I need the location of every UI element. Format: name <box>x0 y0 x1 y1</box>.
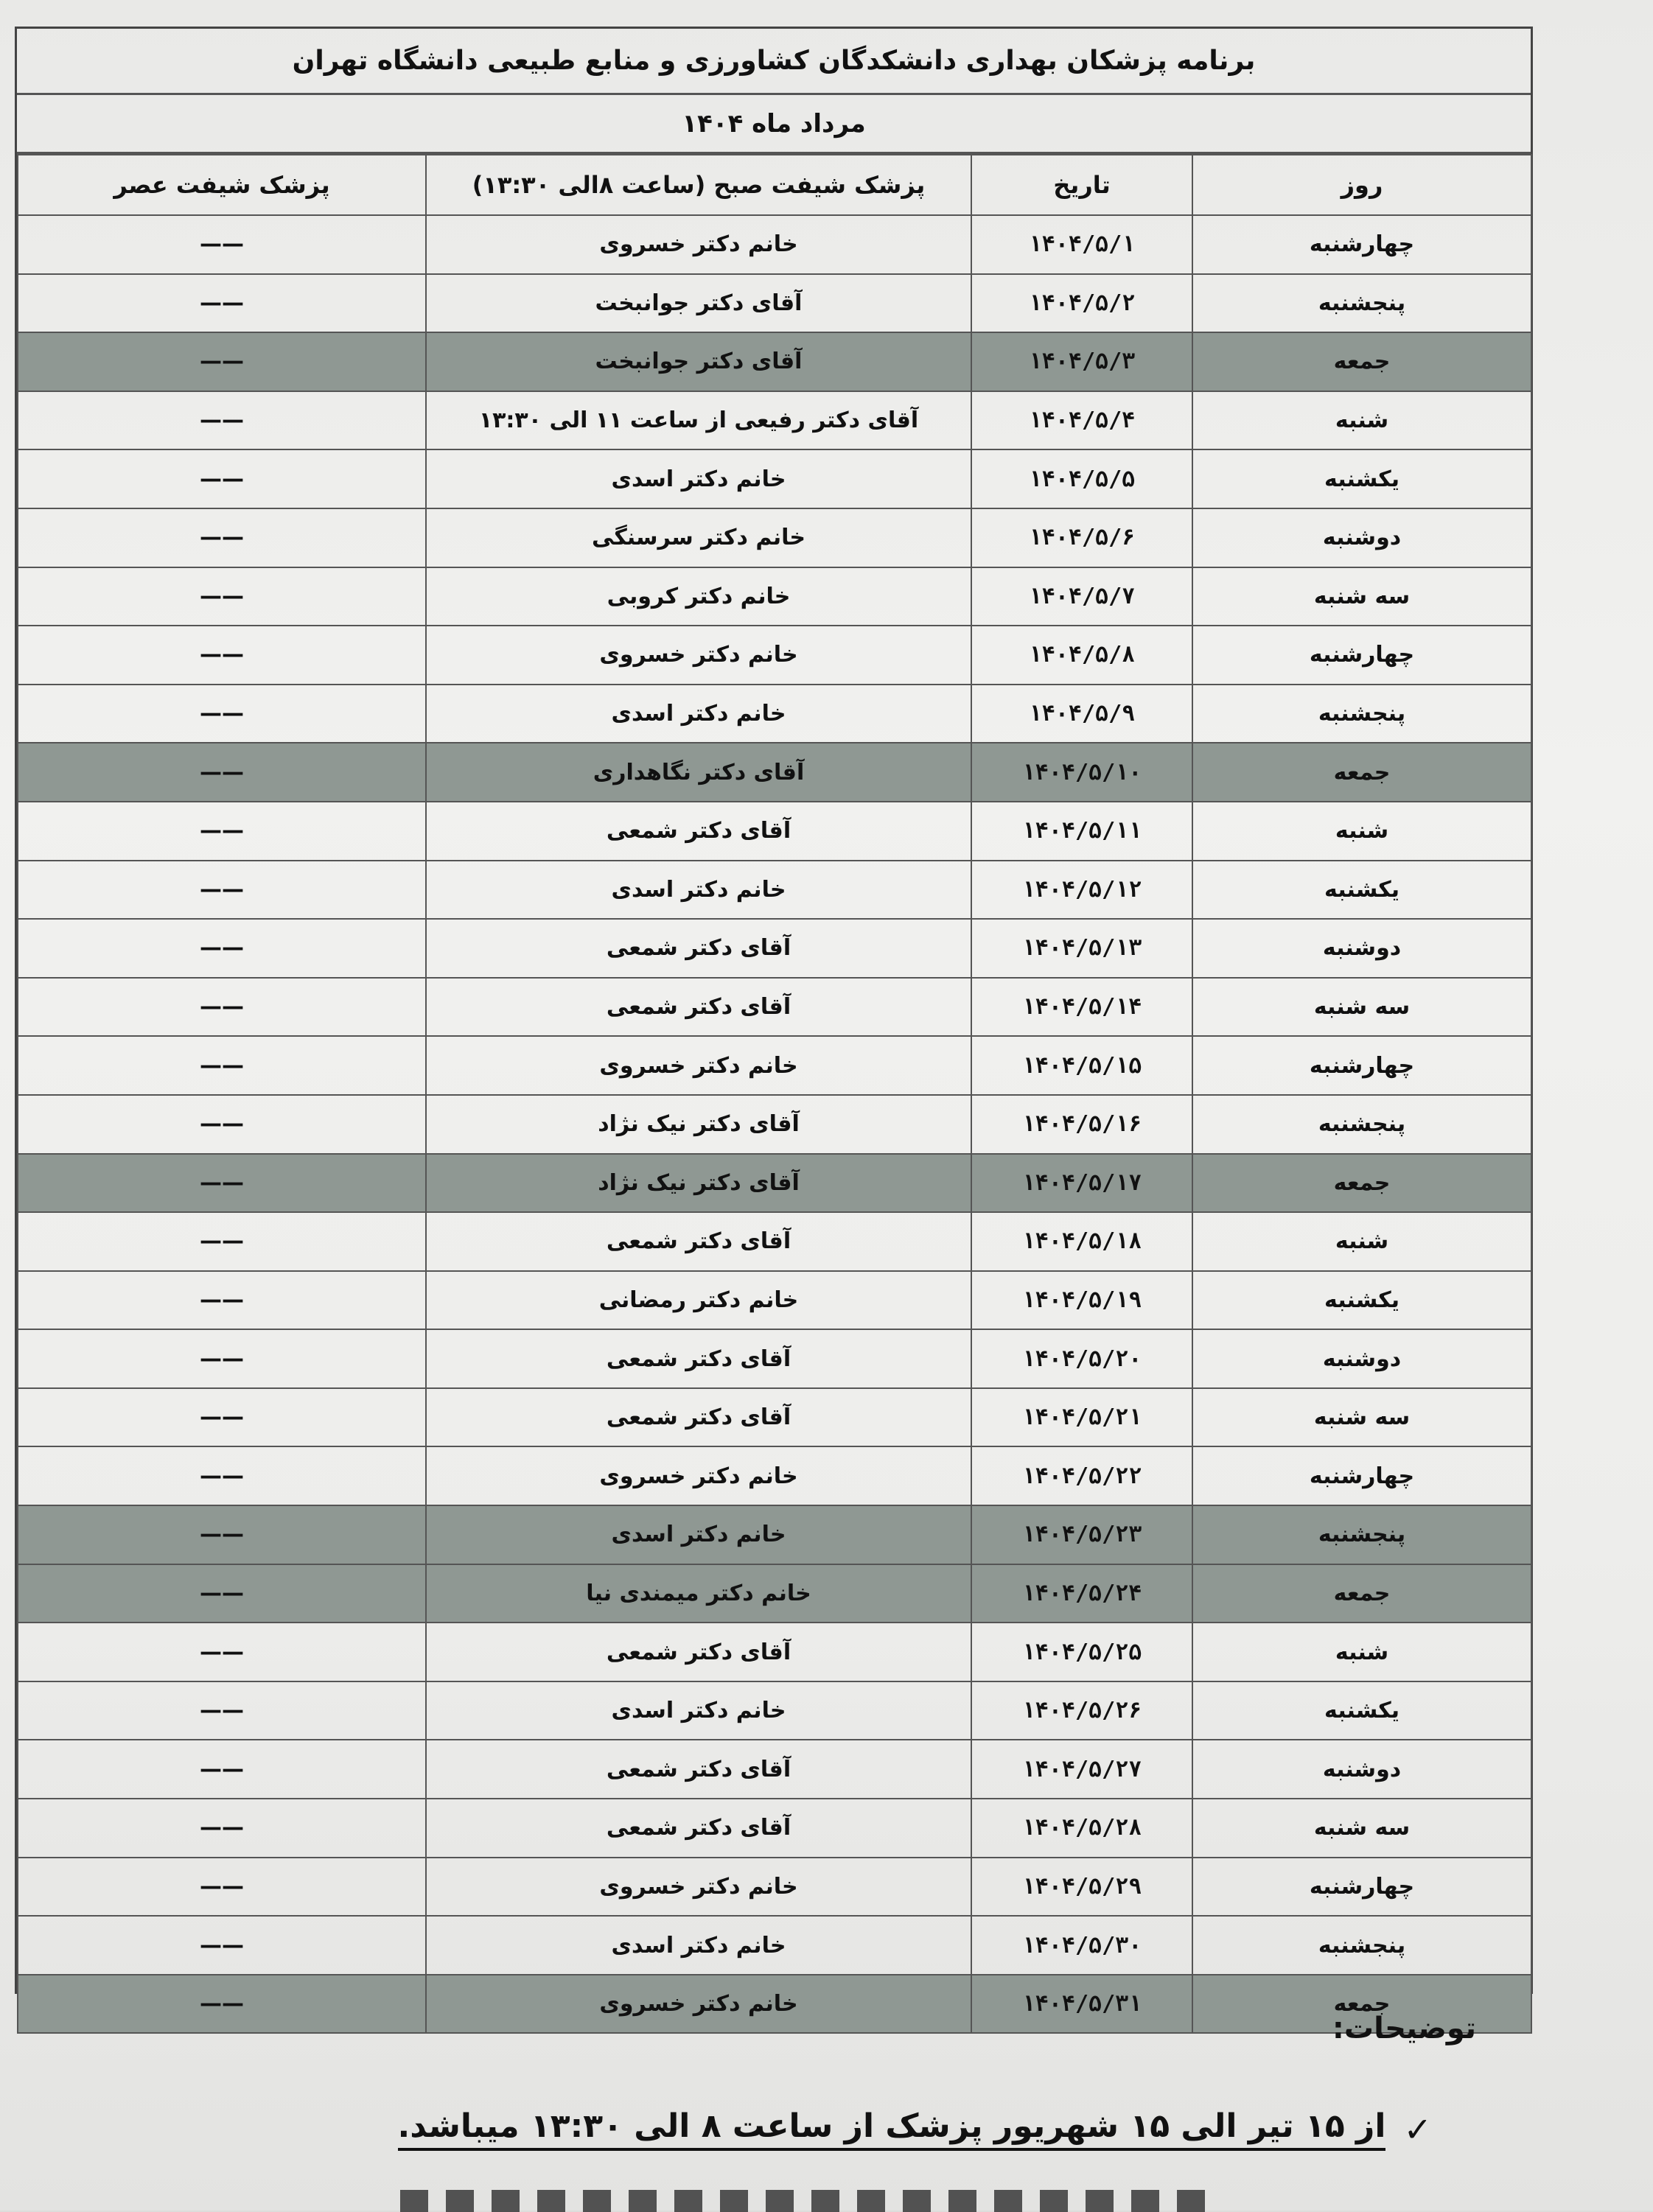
cell-morning-doctor: آقای دکتر رفیعی از ساعت ۱۱ الی ۱۳:۳۰ <box>426 391 971 450</box>
cell-day: چهارشنبه <box>1192 626 1531 685</box>
cell-day: شنبه <box>1192 1212 1531 1271</box>
cell-day: دوشنبه <box>1192 919 1531 978</box>
table-header-row <box>18 155 1531 215</box>
cell-morning-doctor: آقای دکتر نیک نژاد <box>426 1095 971 1154</box>
cell-date: ۱۴۰۴/۵/۱۸ <box>971 1212 1192 1271</box>
cell-afternoon-doctor: —— <box>18 861 426 920</box>
cell-morning-doctor: خانم دکتر اسدی <box>426 685 971 743</box>
cell-day: سه شنبه <box>1192 567 1531 626</box>
cell-afternoon-doctor: —— <box>18 743 426 802</box>
cell-afternoon-doctor: —— <box>18 332 426 391</box>
cell-day: چهارشنبه <box>1192 1858 1531 1917</box>
cell-date: ۱۴۰۴/۵/۲۰ <box>971 1329 1192 1388</box>
cell-morning-doctor: خانم دکتر خسروی <box>426 1446 971 1505</box>
cell-afternoon-doctor: —— <box>18 802 426 861</box>
table-row <box>18 1036 1531 1095</box>
cell-date: ۱۴۰۴/۵/۲۴ <box>971 1564 1192 1623</box>
cell-date: ۱۴۰۴/۵/۳ <box>971 332 1192 391</box>
schedule-body <box>18 215 1531 2033</box>
table-row <box>18 1740 1531 1799</box>
cell-day: چهارشنبه <box>1192 1036 1531 1095</box>
cell-afternoon-doctor: —— <box>18 215 426 274</box>
column-header-date: تاریخ <box>971 155 1192 215</box>
table-row <box>18 626 1531 685</box>
cell-date: ۱۴۰۴/۵/۱ <box>971 215 1192 274</box>
cell-date: ۱۴۰۴/۵/۱۰ <box>971 743 1192 802</box>
table-row <box>18 861 1531 920</box>
table-row <box>18 215 1531 274</box>
column-header-afternoon: پزشک شیفت عصر <box>18 155 426 215</box>
table-row <box>18 1095 1531 1154</box>
cell-afternoon-doctor: —— <box>18 1212 426 1271</box>
cell-afternoon-doctor: —— <box>18 1681 426 1740</box>
cell-morning-doctor: خانم دکتر میمندی نیا <box>426 1564 971 1623</box>
cell-day: چهارشنبه <box>1192 215 1531 274</box>
cell-date: ۱۴۰۴/۵/۱۹ <box>971 1271 1192 1330</box>
table-row <box>18 449 1531 508</box>
cell-morning-doctor: آقای دکتر نیک نژاد <box>426 1154 971 1213</box>
cell-morning-doctor: خانم دکتر کروبی <box>426 567 971 626</box>
cell-date: ۱۴۰۴/۵/۸ <box>971 626 1192 685</box>
cell-morning-doctor: آقای دکتر جوانبخت <box>426 332 971 391</box>
table-row <box>18 1916 1531 1975</box>
cell-afternoon-doctor: —— <box>18 449 426 508</box>
cell-morning-doctor: آقای دکتر شمعی <box>426 1799 971 1858</box>
cell-day: دوشنبه <box>1192 508 1531 567</box>
cell-date: ۱۴۰۴/۵/۱۶ <box>971 1095 1192 1154</box>
cell-day: شنبه <box>1192 1623 1531 1681</box>
cell-date: ۱۴۰۴/۵/۲۲ <box>971 1446 1192 1505</box>
month-heading: مرداد ماه ۱۴۰۴ <box>17 95 1531 154</box>
table-row <box>18 1681 1531 1740</box>
cell-day: چهارشنبه <box>1192 1446 1531 1505</box>
cell-afternoon-doctor: —— <box>18 1388 426 1447</box>
cell-afternoon-doctor: —— <box>18 1095 426 1154</box>
cell-day: سه شنبه <box>1192 1799 1531 1858</box>
cell-day: سه شنبه <box>1192 1388 1531 1447</box>
note-item <box>398 2107 1433 2151</box>
cell-morning-doctor: خانم دکتر اسدی <box>426 449 971 508</box>
table-row <box>18 1329 1531 1388</box>
cell-afternoon-doctor: —— <box>18 1505 426 1564</box>
cell-morning-doctor: خانم دکتر اسدی <box>426 1916 971 1975</box>
cell-morning-doctor: خانم دکتر خسروی <box>426 626 971 685</box>
cell-morning-doctor: آقای دکتر جوانبخت <box>426 274 971 333</box>
schedule-frame <box>15 27 1533 2017</box>
checkmark-icon: ✓ <box>1403 2109 1432 2149</box>
cell-date: ۱۴۰۴/۵/۲۷ <box>971 1740 1192 1799</box>
cell-morning-doctor: خانم دکتر خسروی <box>426 1858 971 1917</box>
cell-date: ۱۴۰۴/۵/۳۰ <box>971 1916 1192 1975</box>
cell-afternoon-doctor: —— <box>18 1446 426 1505</box>
cell-afternoon-doctor: —— <box>18 1858 426 1917</box>
table-row <box>18 1154 1531 1213</box>
cell-afternoon-doctor: —— <box>18 1271 426 1330</box>
table-row <box>18 685 1531 743</box>
cell-morning-doctor: آقای دکتر شمعی <box>426 1623 971 1681</box>
cell-date: ۱۴۰۴/۵/۵ <box>971 449 1192 508</box>
cell-date: ۱۴۰۴/۵/۲۵ <box>971 1623 1192 1681</box>
cell-date: ۱۴۰۴/۵/۲۶ <box>971 1681 1192 1740</box>
table-row <box>18 391 1531 450</box>
cell-morning-doctor: آقای دکتر نگاهداری <box>426 743 971 802</box>
cell-afternoon-doctor: —— <box>18 919 426 978</box>
table-row <box>18 743 1531 802</box>
cell-day: شنبه <box>1192 391 1531 450</box>
cell-afternoon-doctor: —— <box>18 274 426 333</box>
cell-morning-doctor: آقای دکتر شمعی <box>426 978 971 1037</box>
cell-afternoon-doctor: —— <box>18 1799 426 1858</box>
cell-day: یکشنبه <box>1192 861 1531 920</box>
cell-date: ۱۴۰۴/۵/۲۱ <box>971 1388 1192 1447</box>
table-row <box>18 1623 1531 1681</box>
cell-date: ۱۴۰۴/۵/۲ <box>971 274 1192 333</box>
note-text: از ۱۵ تیر الی ۱۵ شهریور پزشک از ساعت ۸ الی ۱۳:۳۰ میباشد. <box>398 2107 1386 2151</box>
cell-afternoon-doctor: —— <box>18 626 426 685</box>
cell-afternoon-doctor: —— <box>18 1036 426 1095</box>
cell-afternoon-doctor: —— <box>18 391 426 450</box>
cell-day: شنبه <box>1192 802 1531 861</box>
cell-morning-doctor: خانم دکتر خسروی <box>426 1036 971 1095</box>
cell-day: دوشنبه <box>1192 1329 1531 1388</box>
table-row <box>18 1212 1531 1271</box>
table-row <box>18 1446 1531 1505</box>
cell-day: جمعه <box>1192 1564 1531 1623</box>
cell-morning-doctor: آقای دکتر شمعی <box>426 1212 971 1271</box>
cell-date: ۱۴۰۴/۵/۲۸ <box>971 1799 1192 1858</box>
cell-day: دوشنبه <box>1192 1740 1531 1799</box>
table-row <box>18 332 1531 391</box>
schedule-table <box>17 154 1532 2034</box>
cell-morning-doctor: خانم دکتر خسروی <box>426 215 971 274</box>
cell-morning-doctor: آقای دکتر شمعی <box>426 1740 971 1799</box>
cell-morning-doctor: خانم دکتر اسدی <box>426 861 971 920</box>
cell-day: جمعه <box>1192 1154 1531 1213</box>
cell-date: ۱۴۰۴/۵/۱۵ <box>971 1036 1192 1095</box>
cell-day: سه شنبه <box>1192 978 1531 1037</box>
cell-date: ۱۴۰۴/۵/۱۱ <box>971 802 1192 861</box>
cell-afternoon-doctor: —— <box>18 1740 426 1799</box>
cell-morning-doctor: آقای دکتر شمعی <box>426 1388 971 1447</box>
cell-date: ۱۴۰۴/۵/۱۷ <box>971 1154 1192 1213</box>
cell-morning-doctor: خانم دکتر اسدی <box>426 1681 971 1740</box>
cell-morning-doctor: آقای دکتر شمعی <box>426 919 971 978</box>
cell-day: جمعه <box>1192 743 1531 802</box>
cell-afternoon-doctor: —— <box>18 1916 426 1975</box>
cell-afternoon-doctor: —— <box>18 567 426 626</box>
cell-morning-doctor: آقای دکتر شمعی <box>426 1329 971 1388</box>
cell-day: یکشنبه <box>1192 449 1531 508</box>
cell-day: جمعه <box>1192 1975 1531 2034</box>
cell-afternoon-doctor: —— <box>18 508 426 567</box>
document-title: برنامه پزشکان بهداری دانشکدگان کشاورزی و منابع طبیعی دانشگاه تهران <box>17 29 1531 95</box>
cell-afternoon-doctor: —— <box>18 978 426 1037</box>
table-row <box>18 802 1531 861</box>
cell-morning-doctor: خانم دکتر سرسنگی <box>426 508 971 567</box>
cell-date: ۱۴۰۴/۵/۶ <box>971 508 1192 567</box>
cell-date: ۱۴۰۴/۵/۳۱ <box>971 1975 1192 2034</box>
cell-afternoon-doctor: —— <box>18 1329 426 1388</box>
table-row <box>18 567 1531 626</box>
column-header-day: روز <box>1192 155 1531 215</box>
cell-day: یکشنبه <box>1192 1681 1531 1740</box>
cell-date: ۱۴۰۴/۵/۲۳ <box>971 1505 1192 1564</box>
cell-date: ۱۴۰۴/۵/۱۲ <box>971 861 1192 920</box>
cell-morning-doctor: خانم دکتر رمضانی <box>426 1271 971 1330</box>
table-row <box>18 1271 1531 1330</box>
table-row <box>18 1388 1531 1447</box>
table-row <box>18 978 1531 1037</box>
notes-title: توضیحات: <box>1332 2012 1476 2045</box>
table-row <box>18 1564 1531 1623</box>
table-row <box>18 1505 1531 1564</box>
table-row <box>18 919 1531 978</box>
cell-afternoon-doctor: —— <box>18 1975 426 2034</box>
cell-date: ۱۴۰۴/۵/۹ <box>971 685 1192 743</box>
cell-date: ۱۴۰۴/۵/۱۳ <box>971 919 1192 978</box>
cell-afternoon-doctor: —— <box>18 1154 426 1213</box>
table-row <box>18 508 1531 567</box>
cell-day: پنجشنبه <box>1192 1095 1531 1154</box>
cell-afternoon-doctor: —— <box>18 1623 426 1681</box>
column-header-morning: پزشک شیفت صبح (ساعت ۸الی ۱۳:۳۰) <box>426 155 971 215</box>
cell-day: پنجشنبه <box>1192 274 1531 333</box>
cell-day: پنجشنبه <box>1192 1505 1531 1564</box>
cell-morning-doctor: خانم دکتر اسدی <box>426 1505 971 1564</box>
cell-morning-doctor: خانم دکتر خسروی <box>426 1975 971 2034</box>
table-row <box>18 1975 1531 2034</box>
cell-day: یکشنبه <box>1192 1271 1531 1330</box>
cut-off-text-line <box>400 2190 1211 2212</box>
cell-date: ۱۴۰۴/۵/۲۹ <box>971 1858 1192 1917</box>
cell-date: ۱۴۰۴/۵/۴ <box>971 391 1192 450</box>
cell-date: ۱۴۰۴/۵/۷ <box>971 567 1192 626</box>
cell-morning-doctor: آقای دکتر شمعی <box>426 802 971 861</box>
cell-afternoon-doctor: —— <box>18 1564 426 1623</box>
cell-day: جمعه <box>1192 332 1531 391</box>
table-row <box>18 274 1531 333</box>
cell-day: پنجشنبه <box>1192 685 1531 743</box>
table-row <box>18 1858 1531 1917</box>
cell-date: ۱۴۰۴/۵/۱۴ <box>971 978 1192 1037</box>
cell-afternoon-doctor: —— <box>18 685 426 743</box>
cell-day: پنجشنبه <box>1192 1916 1531 1975</box>
table-row <box>18 1799 1531 1858</box>
